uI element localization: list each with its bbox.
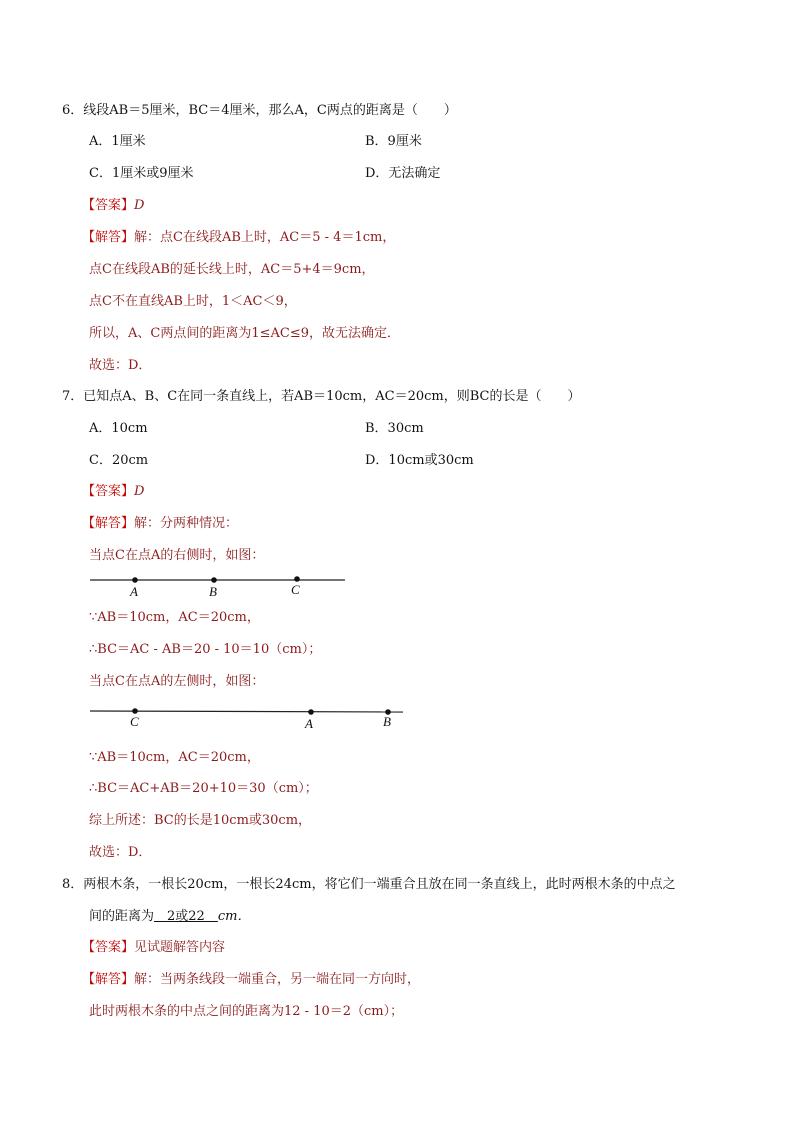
solution-line xyxy=(82,972,420,988)
solution-text: 解：当两条线段一端重合，另一端在同一方向时， xyxy=(134,972,421,987)
label-c: C xyxy=(291,582,300,597)
solution-text: ∵AB＝10cm，AC＝20cm， xyxy=(89,750,260,765)
answer-value: 见试题解答内容 xyxy=(134,940,226,955)
option-b: B．30cm xyxy=(365,421,424,436)
solution-text: 解：点C在线段AB上时，AC＝5 - 4＝1cm， xyxy=(134,230,396,245)
point-c xyxy=(294,576,300,582)
fill-blank: 2或22 xyxy=(154,909,218,924)
answer-value: D xyxy=(134,198,145,213)
solution-text: ∴BC＝AC - AB＝20 - 10＝10（cm）； xyxy=(89,642,322,657)
option-b: B．9厘米 xyxy=(365,134,422,149)
point-b xyxy=(211,577,217,583)
option-c: C．20cm xyxy=(89,453,149,468)
point-a xyxy=(132,577,138,583)
solution-text: 综上所述：BC的长是10cm或30cm， xyxy=(89,813,312,828)
answer-value: D xyxy=(134,484,145,499)
option-d: D．10cm或30cm xyxy=(365,453,474,468)
stem-text: 间的距离为 xyxy=(89,909,155,924)
solution-text: ∵AB＝10cm，AC＝20cm， xyxy=(89,610,260,625)
answer-tag: 【答案】 xyxy=(82,484,135,499)
label-c: C xyxy=(130,714,139,729)
option-a: A．10cm xyxy=(89,421,148,436)
question-stem-continued xyxy=(89,909,250,925)
label-a: A xyxy=(305,716,313,731)
solution-text: 点C不在直线AB上时，1＜AC＜9， xyxy=(89,294,297,309)
answer-tag: 【答案】 xyxy=(82,940,135,955)
question-stem: 7．已知点A、B、C在同一条直线上，若AB＝10cm，AC＝20cm，则BC的长是（ ） xyxy=(62,389,581,404)
solution-text: 当点C在点A的左侧时，如图： xyxy=(89,674,265,689)
question-stem: 6．线段AB＝5厘米，BC＝4厘米，那么A，C两点的距离是（ ） xyxy=(62,103,457,118)
stem-unit: cm． xyxy=(217,909,251,924)
answer-tag: 【答案】 xyxy=(82,198,135,213)
solution-text: 当点C在点A的右侧时，如图： xyxy=(89,548,265,563)
solution-text: 点C在线段AB的延长线上时，AC＝5+4＝9cm， xyxy=(89,262,375,277)
solution-tag: 【解答】 xyxy=(82,972,135,987)
question-stem: 8．两根木条，一根长20cm，一根长24cm，将它们一端重合且放在同一条直线上，此时两根木条的中点之 xyxy=(62,877,676,892)
solution-tag: 【解答】 xyxy=(82,516,135,531)
label-a: A xyxy=(130,584,138,599)
solution-text: 解：分两种情况： xyxy=(134,516,239,531)
solution-text: 所以，A、C两点间的距离为1≤AC≤9，故无法确定． xyxy=(89,326,400,341)
solution-tag: 【解答】 xyxy=(82,230,135,245)
solution-text: 故选：D． xyxy=(89,845,152,860)
option-a: A．1厘米 xyxy=(89,134,146,149)
solution-text: 此时两根木条的中点之间的距离为12 - 10＝2（cm）； xyxy=(89,1004,404,1019)
point-c xyxy=(132,708,138,714)
option-c: C．1厘米或9厘米 xyxy=(89,166,194,181)
point-a xyxy=(308,709,314,715)
solution-text: 故选：D． xyxy=(89,358,152,373)
label-b: B xyxy=(209,584,217,599)
solution-text: ∴BC＝AC+AB＝20+10＝30（cm）； xyxy=(89,781,318,796)
answer-line xyxy=(82,940,225,956)
label-b: B xyxy=(383,714,391,729)
option-d: D．无法确定 xyxy=(365,166,441,181)
